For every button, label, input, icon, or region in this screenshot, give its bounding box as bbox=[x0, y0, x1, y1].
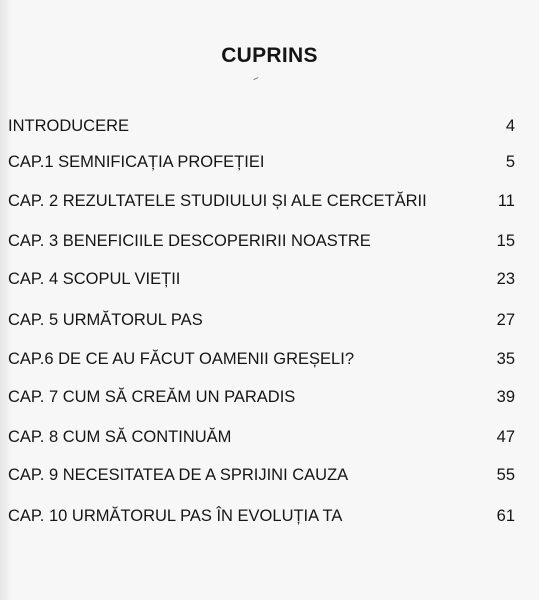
toc-entry-title: CAP. 3 BENEFICIILE DESCOPERIRII NOASTRE bbox=[8, 232, 371, 250]
toc-entry-title: CAP. 9 NECESITATEA DE A SPRIJINI CAUZA bbox=[8, 466, 349, 484]
toc-entry bbox=[8, 507, 515, 531]
toc-entry bbox=[8, 350, 515, 374]
toc-entry-page: 23 bbox=[496, 270, 515, 288]
toc-entry-page: 47 bbox=[496, 428, 515, 446]
toc-entry-title: INTRODUCERE bbox=[8, 117, 130, 135]
toc-entry-title: CAP.6 DE CE AU FĂCUT OAMENII GREȘELI? bbox=[8, 350, 354, 368]
toc-entry-title: CAP. 4 SCOPUL VIEȚII bbox=[8, 270, 181, 288]
toc-entry bbox=[8, 153, 515, 177]
toc-entry-page: 15 bbox=[496, 232, 515, 250]
toc-entry bbox=[8, 270, 515, 294]
toc-entry-page: 61 bbox=[496, 507, 515, 525]
toc-entry bbox=[8, 428, 515, 452]
toc-entry bbox=[8, 232, 515, 256]
page-title: CUPRINS bbox=[221, 44, 318, 67]
toc-entry-page: 35 bbox=[496, 350, 515, 368]
toc-entry-page: 55 bbox=[496, 466, 515, 484]
toc-entry-title: CAP. 10 URMĂTORUL PAS ÎN EVOLUȚIA TA bbox=[8, 507, 343, 525]
toc-entry-page: 5 bbox=[505, 153, 515, 171]
toc-entry bbox=[8, 117, 515, 141]
toc-entry-title: CAP. 8 CUM SĂ CONTINUĂM bbox=[8, 428, 232, 446]
toc-entry-title: CAP. 7 CUM SĂ CREĂM UN PARADIS bbox=[8, 388, 296, 406]
toc-entry bbox=[8, 466, 515, 490]
toc-entry bbox=[8, 311, 515, 335]
toc-entry-page: 4 bbox=[505, 117, 515, 135]
toc-entry-title: CAP. 5 URMĂTORUL PAS bbox=[8, 311, 203, 329]
toc-entry bbox=[8, 192, 515, 216]
toc-entry-title: CAP.1 SEMNIFICAȚIA PROFEȚIEI bbox=[8, 153, 265, 171]
toc-entry-page: 27 bbox=[496, 311, 515, 329]
toc-entry-page: 39 bbox=[496, 388, 515, 406]
toc-entry-title: CAP. 2 REZULTATELE STUDIULUI ȘI ALE CERCETĂRII bbox=[8, 192, 427, 210]
toc-entry-page: 11 bbox=[497, 192, 515, 210]
toc-entry bbox=[8, 388, 515, 412]
